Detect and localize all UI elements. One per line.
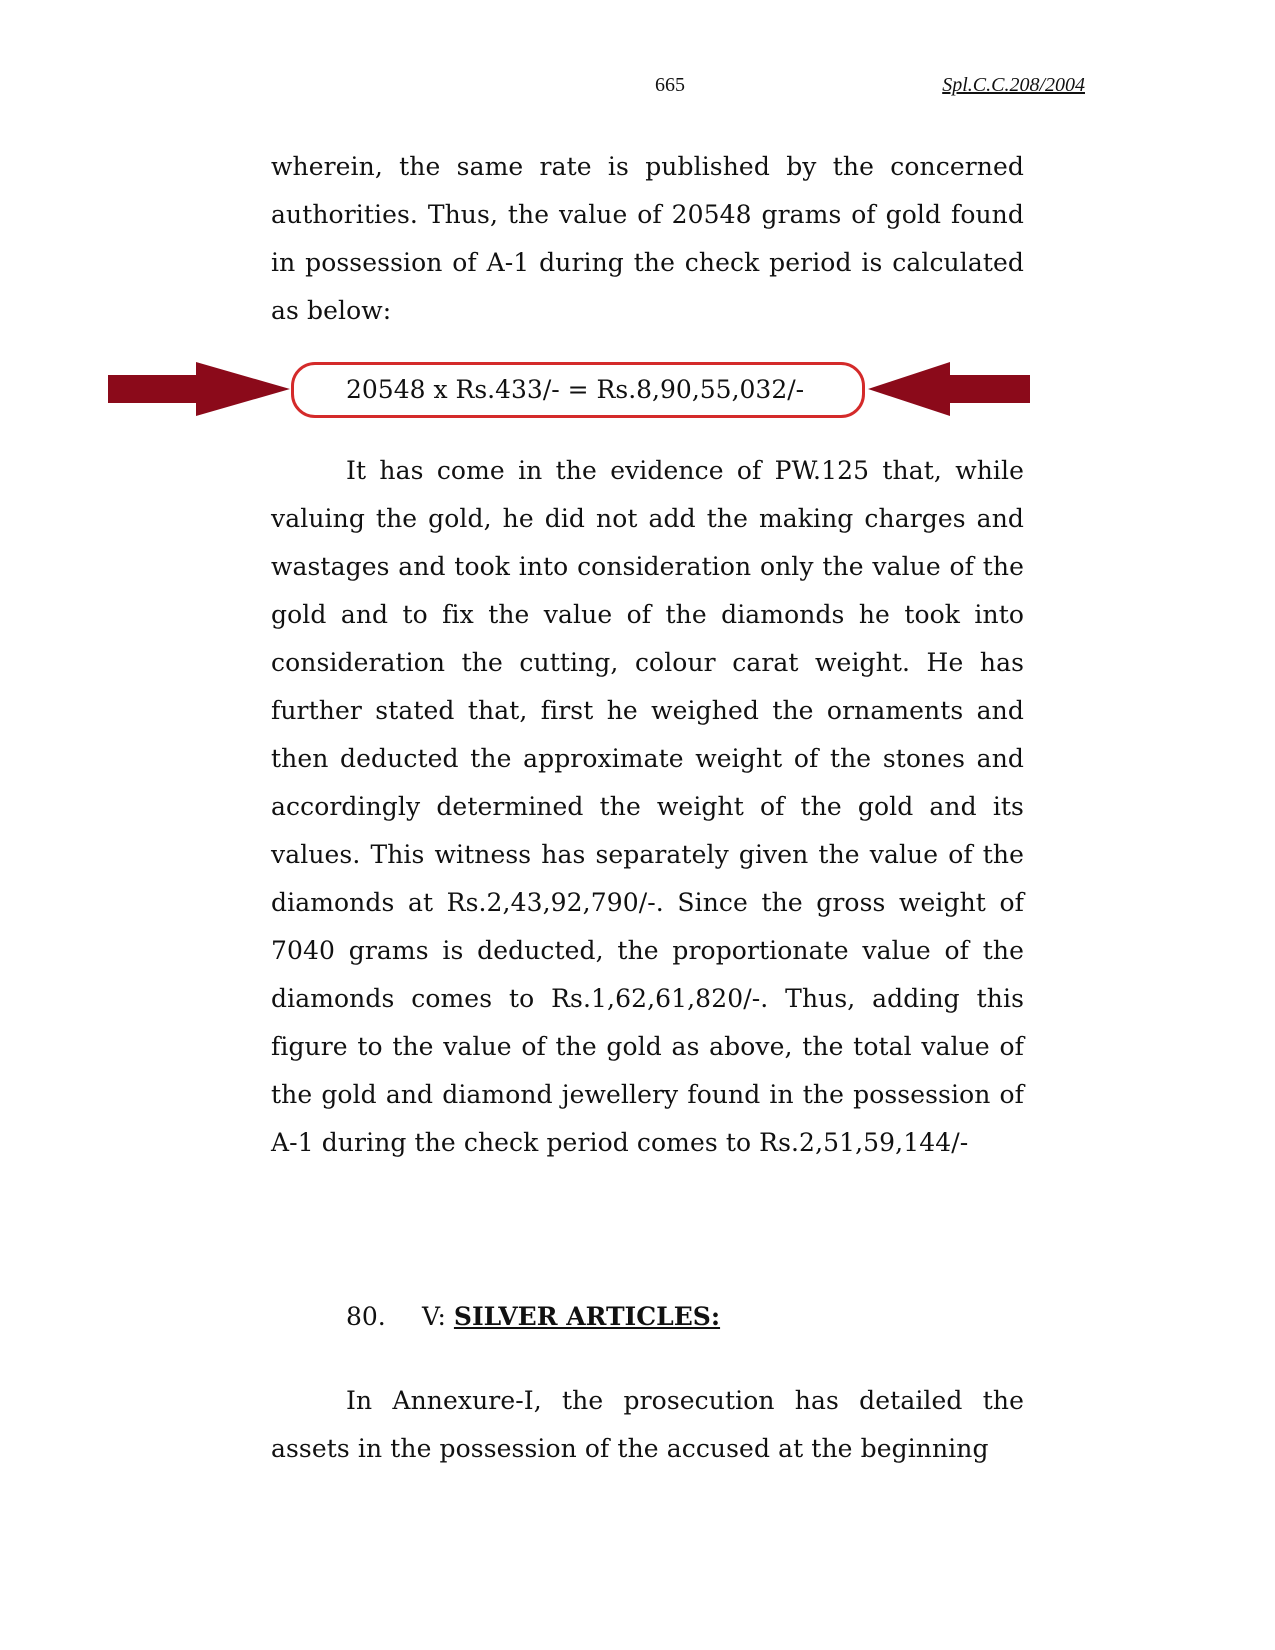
section-heading bbox=[346, 1297, 720, 1337]
left-arrow-icon bbox=[868, 362, 1030, 416]
right-arrow-icon bbox=[108, 362, 290, 416]
paragraph-pw125-evidence: It has come in the evidence of PW.125 that, while valuing the gold, he did not add the making charges and wastages and took into consideration only the value of the gold and to fix the value of the diamonds he took into consideration the cutting, colour carat weight. He has further stated that, first he weighed the ornaments and then deducted the approximate weight of the stones and accordingly determined the weight of the gold and its values. This witness has separately given the value of the diamonds at Rs.2,43,92,790/-. Since the gross weight of 7040 grams is deducted, the proportionate value of the diamonds comes to Rs.1,62,61,820/-. Thus, adding this figure to the value of the gold as above, the total value of the gold and diamond jewellery found in the possession of A-1 during the check period comes to Rs.2,51,59,144/- bbox=[271, 456, 1024, 1157]
paragraph-gold-valuation-intro: wherein, the same rate is published by the concerned authorities. Thus, the value of 20548 grams of gold found in possession of A-1 during the check period is calculated as below: bbox=[271, 152, 1024, 325]
section-number: 80. bbox=[346, 1302, 386, 1331]
section-title: SILVER ARTICLES: bbox=[453, 1302, 721, 1331]
paragraph-annexure: In Annexure-I, the prosecution has detailed the assets in the possession of the accused at the beginning bbox=[271, 1386, 1024, 1463]
section-prefix: V: bbox=[422, 1302, 446, 1331]
gold-value-formula: 20548 x Rs.433/- = Rs.8,90,55,032/- bbox=[346, 375, 805, 404]
page-number: 665 bbox=[655, 74, 685, 96]
case-reference: Spl.C.C.208/2004 bbox=[942, 74, 1085, 96]
